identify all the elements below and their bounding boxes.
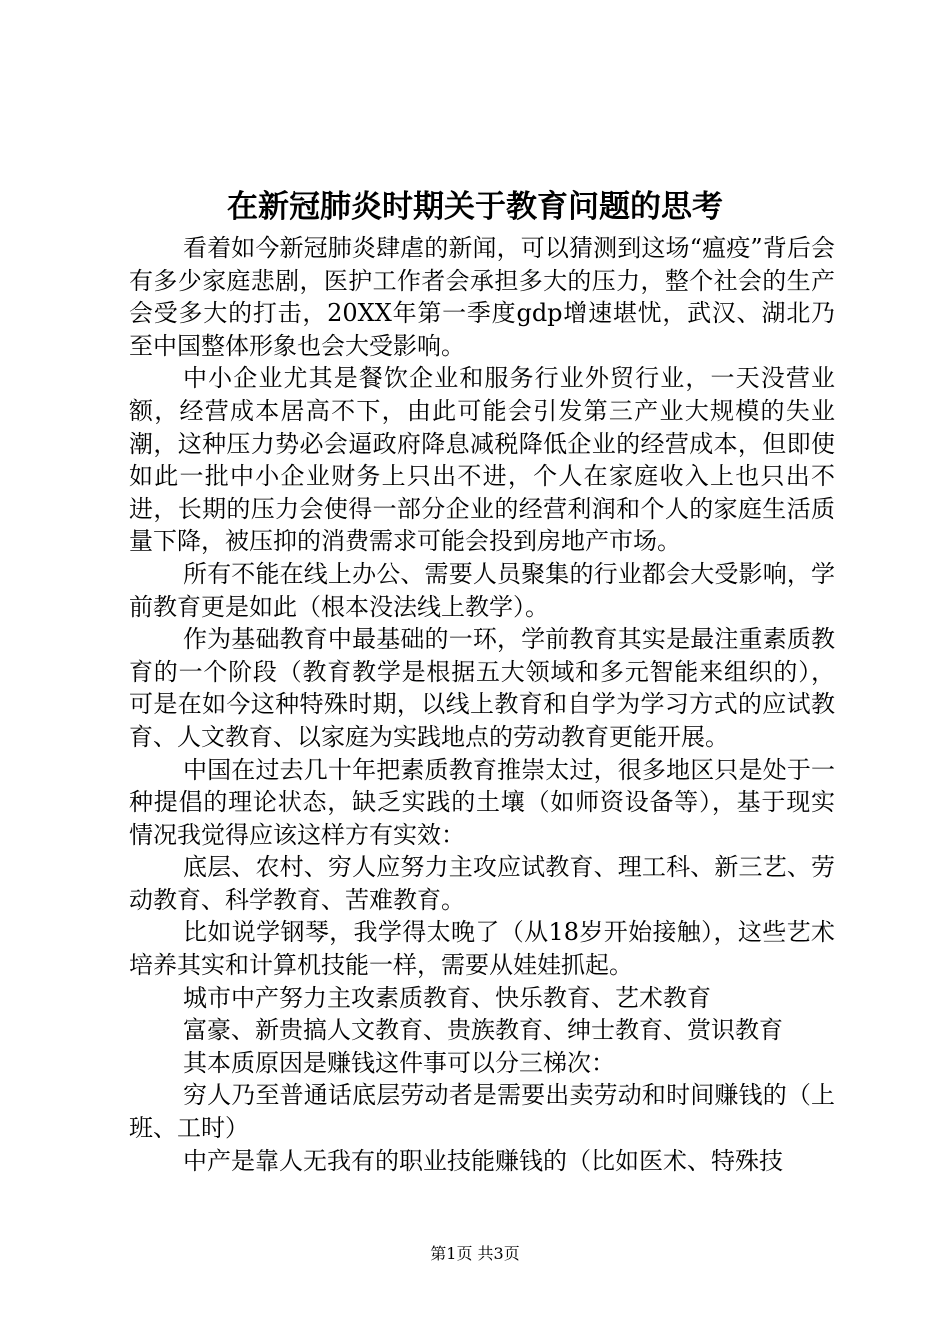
paragraph: 其本质原因是赚钱这件事可以分三梯次：: [183, 1048, 615, 1077]
paragraph: 中产是靠人无我有的职业技能赚钱的（比如医术、特殊技: [183, 1146, 783, 1175]
paragraph: 比如说学钢琴，我学得太晚了（从18岁开始接触），这些艺术培养其实和计算机技能一样，需要从娃娃抓起。: [129, 918, 835, 980]
paragraph: 城市中产努力主攻素质教育、快乐教育、艺术教育: [183, 983, 711, 1012]
document-body: [129, 232, 835, 1177]
paragraph: 底层、农村、穷人应努力主攻应试教育、理工科、新三艺、劳动教育、科学教育、苦难教育。: [129, 853, 835, 914]
paragraph: 中国在过去几十年把素质教育推崇太过，很多地区只是处于一种提倡的理论状态，缺乏实践的土壤（如师资设备等），基于现实情况我觉得应该这样方有实效：: [129, 755, 835, 849]
paragraph: 所有不能在线上办公、需要人员聚集的行业都会大受影响，学前教育更是如此（根本没法线上教学）。: [129, 559, 835, 621]
paragraph: 富豪、新贵搞人文教育、贵族教育、绅士教育、赏识教育: [183, 1016, 783, 1045]
paragraph: 穷人乃至普通话底层劳动者是需要出卖劳动和时间赚钱的（上班、工时）: [129, 1081, 835, 1143]
paragraph: 看着如今新冠肺炎肆虐的新闻，可以猜测到这场“瘟疫”背后会有多少家庭悲剧，医护工作者会承担多大的压力，整个社会的生产会受多大的打击，20XX年第一季度gdp增速堪忧，武汉、湖北乃至中国整体形象也会大受影响。: [129, 234, 835, 360]
paragraph: 作为基础教育中最基础的一环，学前教育其实是最注重素质教育的一个阶段（教育教学是根据五大领域和多元智能来组织的），可是在如今这种特殊时期，以线上教育和自学为学习方式的应试教育、人文教育、以家庭为实践地点的劳动教育更能开展。: [129, 625, 835, 751]
document-title: 在新冠肺炎时期关于教育问题的思考: [227, 189, 723, 225]
paragraph: 中小企业尤其是餐饮企业和服务行业外贸行业，一天没营业额，经营成本居高不下，由此可能会引发第三产业大规模的失业潮，这种压力势必会逼政府降息减税降低企业的经营成本，但即使如此一批中小企业财务上只出不进，个人在家庭收入上也只出不进，长期的压力会使得一部分企业的经营利润和个人的家庭生活质量下降，被压抑的消费需求可能会投到房地产市场。: [129, 364, 835, 556]
page-number-footer: 第1页 共3页: [430, 1244, 520, 1263]
